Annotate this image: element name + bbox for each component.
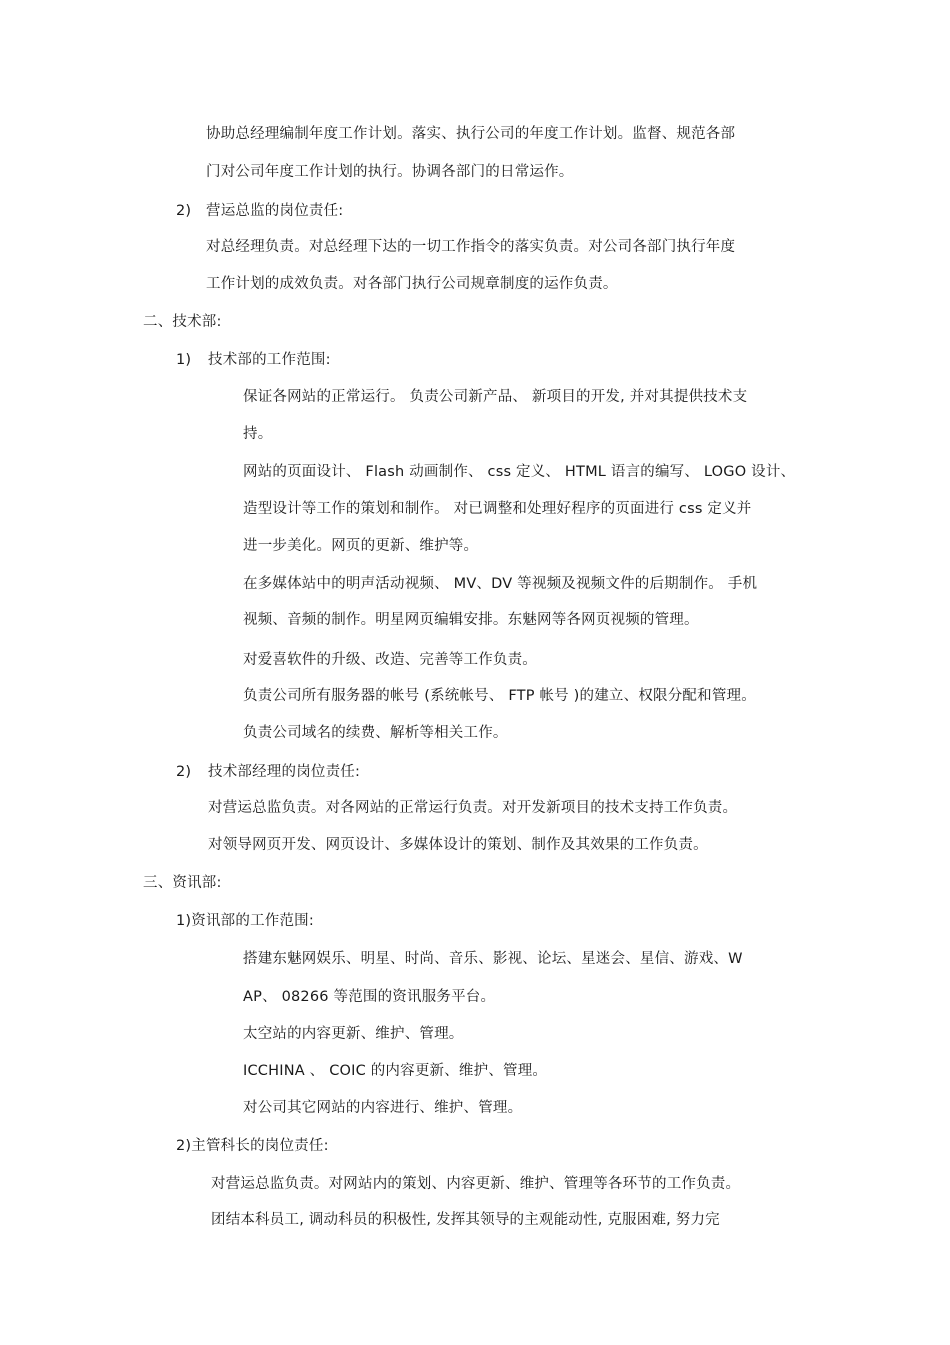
info-dept-title: 三、资讯部:: [143, 875, 222, 891]
intro-line-2: 门对公司年度工作计划的执行。协调各部门的日常运作。: [206, 164, 574, 180]
ops-director-line-2: 工作计划的成效负责。对各部门执行公司规章制度的运作负责。: [206, 276, 618, 292]
tech-scope-p5: 负责公司所有服务器的帐号 (系统帐号、 FTP 帐号 )的建立、权限分配和管理。: [243, 688, 756, 704]
tech-scope-p2-line-2: 造型设计等工作的策划和制作。 对已调整和处理好程序的页面进行 css 定义并: [243, 501, 752, 517]
info-scope-p1-line-2: AP、 08266 等范围的资讯服务平台。: [243, 989, 496, 1005]
info-scope-heading: 1)资讯部的工作范围:: [176, 913, 314, 929]
tech-dept-title: 二、技术部:: [143, 314, 222, 330]
ops-director-number: 2): [176, 203, 192, 219]
intro-line-1: 协助总经理编制年度工作计划。落实、执行公司的年度工作计划。监督、规范各部: [206, 126, 736, 142]
tech-scope-p3-line-2: 视频、音频的制作。明星网页编辑安排。东魅网等各网页视频的管理。: [243, 612, 699, 628]
info-scope-p4: 对公司其它网站的内容进行、维护、管理。: [243, 1100, 523, 1116]
tech-scope-p1-line-2: 持。: [243, 426, 273, 442]
ops-director-line-1: 对总经理负责。对总经理下达的一切工作指令的落实负责。对公司各部门执行年度: [206, 239, 736, 255]
tech-manager-line-1: 对营运总监负责。对各网站的正常运行负责。对开发新项目的技术支持工作负责。: [208, 800, 738, 816]
tech-manager-heading: 技术部经理的岗位责任:: [208, 764, 361, 780]
tech-scope-p1-line-1: 保证各网站的正常运行。 负责公司新产品、 新项目的开发, 并对其提供技术支: [243, 389, 748, 405]
tech-manager-line-2: 对领导网页开发、网页设计、多媒体设计的策划、制作及其效果的工作负责。: [208, 837, 708, 853]
tech-scope-p2-line-1: 网站的页面设计、 Flash 动画制作、 css 定义、 HTML 语言的编写、 LOGO 设计、: [243, 464, 796, 480]
info-scope-p3: ICCHINA 、 COIC 的内容更新、维护、管理。: [243, 1063, 548, 1079]
info-scope-p2: 太空站的内容更新、维护、管理。: [243, 1026, 464, 1042]
info-chief-line-1: 对营运总监负责。对网站内的策划、内容更新、维护、管理等各环节的工作负责。: [211, 1176, 741, 1192]
info-scope-p1-line-1: 搭建东魅网娱乐、明星、时尚、音乐、影视、论坛、星迷会、星信、游戏、W: [243, 951, 743, 967]
info-chief-heading: 2)主管科长的岗位责任:: [176, 1138, 329, 1154]
tech-scope-p4: 对爱喜软件的升级、改造、完善等工作负责。: [243, 652, 537, 668]
tech-scope-p2-line-3: 进一步美化。网页的更新、维护等。: [243, 538, 479, 554]
tech-manager-number: 2): [176, 764, 192, 780]
ops-director-heading: 营运总监的岗位责任:: [206, 203, 344, 219]
tech-scope-heading: 技术部的工作范围:: [208, 352, 331, 368]
info-chief-line-2: 团结本科员工, 调动科员的积极性, 发挥其领导的主观能动性, 克服困难, 努力完: [211, 1212, 720, 1228]
tech-scope-number: 1): [176, 352, 192, 368]
tech-scope-p3-line-1: 在多媒体站中的明声活动视频、 MV、DV 等视频及视频文件的后期制作。 手机: [243, 576, 758, 592]
tech-scope-p6: 负责公司域名的续费、解析等相关工作。: [243, 725, 508, 741]
